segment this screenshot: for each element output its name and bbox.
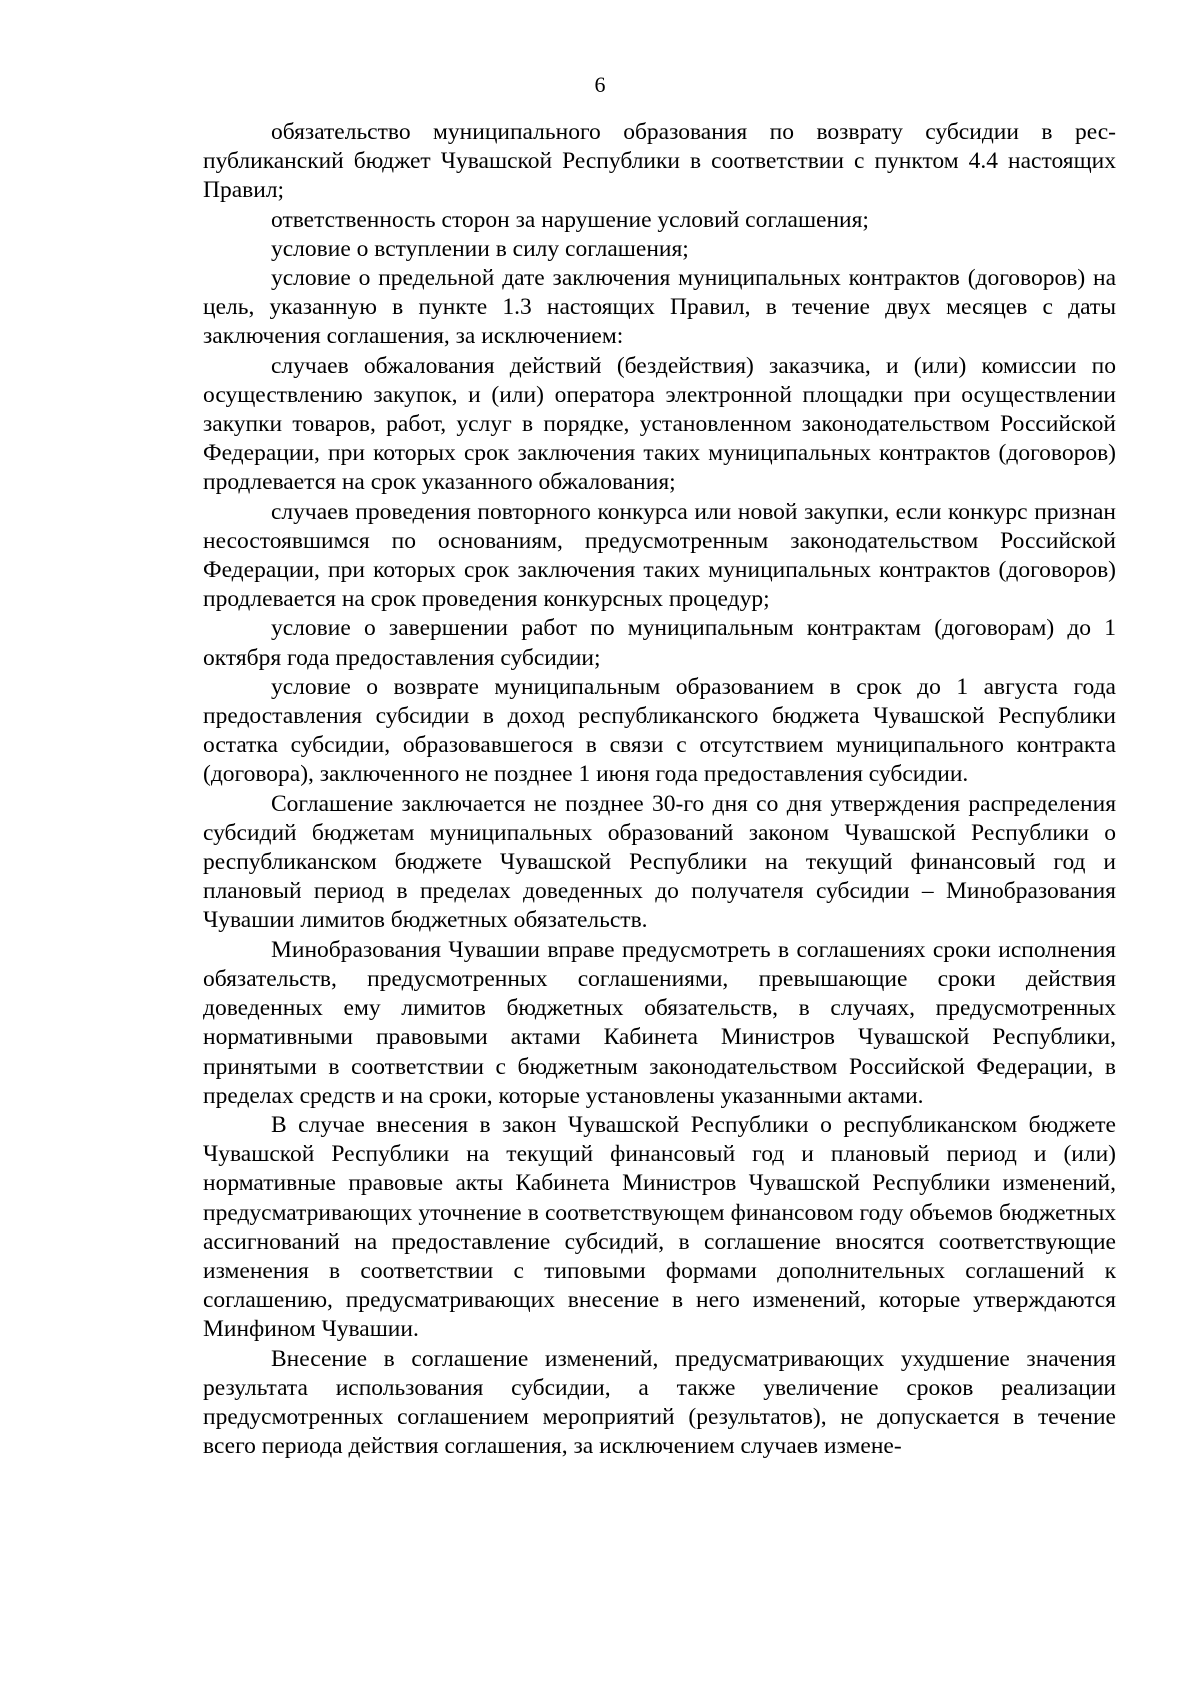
paragraph-repeat-tender-cases: случаев проведения повторного конкурса или новой закупки, если конкурс признан несостоявшимся по основаниям, предусмотренным законодательством Российской Федерации, при которых срок заключения таких муниципальных контрактов (договоров) продлевается на срок проведения конкурсных процедур; [203,498,1116,613]
paragraph-works-completion: условие о завершении работ по муниципальным контрактам (договорам) до 1 октября года предоставления субсидии; [203,615,1116,671]
paragraph-appeal-cases: случаев обжалования действий (бездействия) заказчика, и (или) комиссии по осуществлению закупок, и (или) оператора электронной площадки при осуществлении закупки товаров, работ, услуг в порядке, установленном законодательством Российской Федерации, при которых срок заключения таких муниципальных контрактов (договоров) продлевается на срок указанного обжалования; [203,352,1116,496]
paragraph-contract-deadline: условие о предельной дате заключения муниципальных контрактов (договоров) на цель, указанную в пункте 1.3 настоящих Правил, в течение двух месяцев с даты заключения соглашения, за исключением: [203,265,1116,350]
paragraph-return-obligation: обязательство муниципального образования по возврату субсидии в республиканский бюджет Чувашской Республики в соответствии с пунктом 4.4 настоящих Правил; [203,119,1116,204]
document-body [203,118,1116,1461]
paragraph-balance-return: условие о возврате муниципальным образованием в срок до 1 августа года предоставления субсидии в доход республиканского бюджета Чувашской Республики остатка субсидии, образовавшегося в связи с отсутствием муниципального контракта (договора), заключенного не позднее 1 июня года предоставления субсидии. [203,673,1116,788]
paragraph-entry-into-force: условие о вступлении в силу соглашения; [271,235,689,262]
paragraph-liability: ответственность сторон за нарушение условий соглашения; [271,206,869,233]
paragraph-obligation-terms: Минобразования Чувашии вправе предусмотреть в соглашениях сроки исполнения обязательств, предусмотренных соглашениями, превышающие сроки действия доведенных ему лимитов бюджетных обязательств, в случаях, предусмотренных нормативными правовыми актами Кабинета Министров Чувашской Республики, принятыми в соответствии с бюджетным законодательством Российской Федерации, в пределах средств и на сроки, которые установлены указанными актами. [203,936,1116,1109]
paragraph-agreement-conclusion: Соглашение заключается не позднее 30-го дня со дня утверждения распределения субсидий бюджетам муниципальных образований законом Чувашской Республики о республиканском бюджете Чувашской Республики на текущий финансовый год и плановый период в пределах доведенных до получателя субсидии – Минобразования Чувашии лимитов бюджетных обязательств. [203,790,1116,934]
paragraph-budget-amendments: В случае внесения в закон Чувашской Республики о республиканском бюджете Чувашской Республики на текущий финансовый год и плановый период и (или) нормативные правовые акты Кабинета Министров Чувашской Республики изменений, предусматривающих уточнение в соответствующем финансовом году объемов бюджетных ассигнований на предоставление субсидий, в соглашение вносятся соответствующие изменения в соответствии с типовыми формами дополнительных соглашений к соглашению, предусматривающих внесение в него изменений, которые утверждаются Минфином Чувашии. [203,1111,1116,1343]
paragraph-amendment-restrictions: Внесение в соглашение изменений, предусматривающих ухудшение значения результата использования субсидии, а также увеличение сроков реализации предусмотренных соглашением мероприятий (результатов), не допускается в течение всего периода действия соглашения, за исключением случаев измене- [203,1345,1116,1460]
page-number: 6 [594,72,606,97]
